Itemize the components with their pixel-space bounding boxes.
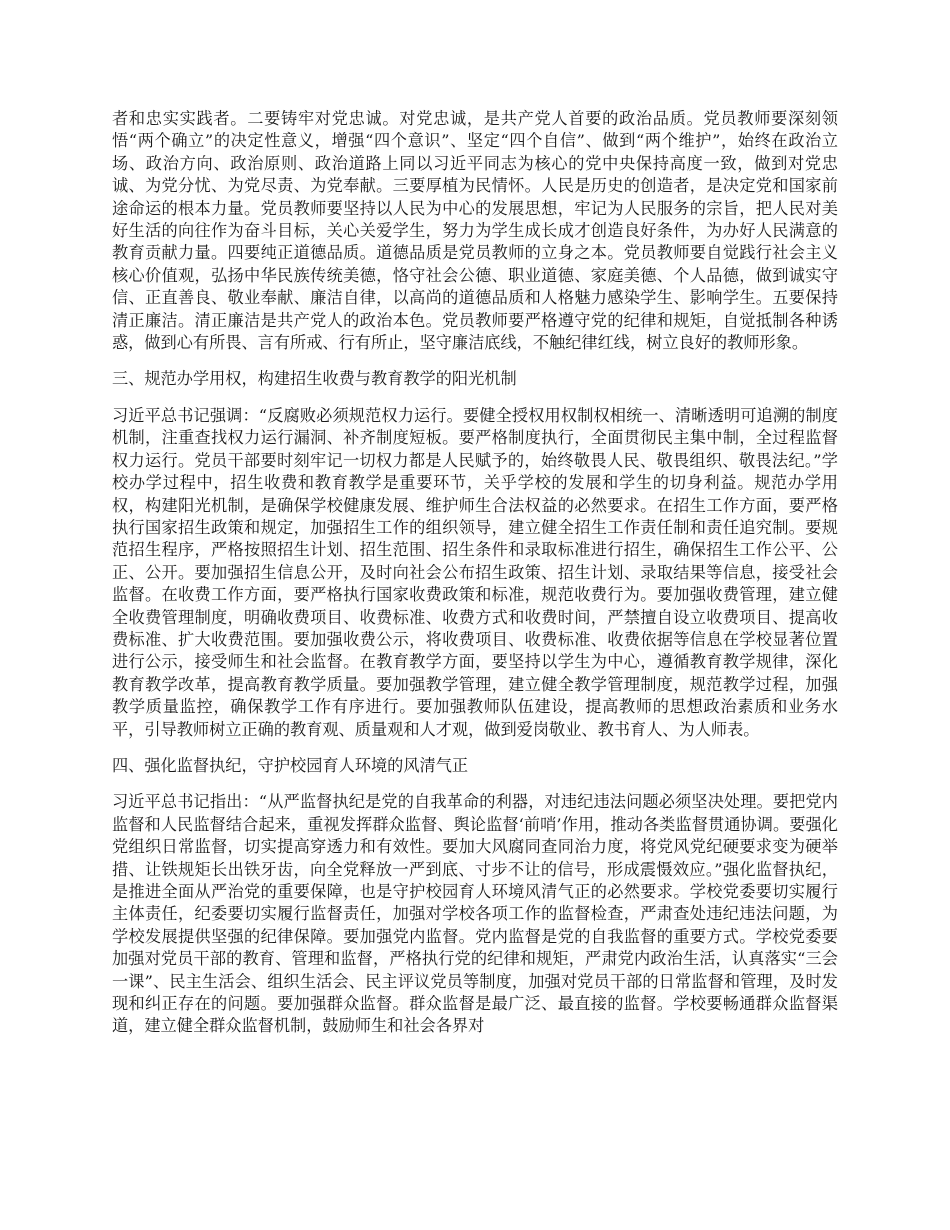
section-heading: 三、规范办学用权，构建招生收费与教育教学的阳光机制: [112, 369, 517, 389]
section-heading: 四、强化监督执纪，守护校园育人环境的风清气正: [112, 755, 469, 775]
body-paragraph: 习近平总书记指出：“从严监督执纪是党的自我革命的利器，对违纪违法问题必须坚决处理。要把党内监督和人民监督结合起来，重视发挥群众监督、舆论监督‘前哨’作用，推动各类监督贯通协调。要强化党组织日常监督，切实提高穿透力和有效性。要加大风腐同查同治力度，将党风党纪硬要求变为硬举措、让铁规矩长出铁牙齿，向全党释放一严到底、寸步不让的信号，形成震慑效应。”强化监督执纪，是推进全面从严治党的重要保障，也是守护校园育人环境风清气正的必然要求。学校党委要切实履行主体责任，纪委要切实履行监督责任，加强对学校各项工作的监督检查，严肃查处违纪违法问题，为学校发展提供坚强的纪律保障。要加强党内监督。党内监督是党的自我监督的重要方式。学校党委要加强对党员干部的教育、管理和监督，严格执行党的纪律和规矩，严肃党内政治生活，认真落实“三会一课”、民主生活会、组织生活会、民主评议党员等制度，加强对党员干部的日常监督和管理，及时发现和纠正存在的问题。要加强群众监督。群众监督是最广泛、最直接的监督。学校要畅通群众监督渠道，建立健全群众监督机制，鼓励师生和社会各界对: [112, 792, 838, 1036]
body-paragraph: 习近平总书记强调：“反腐败必须规范权力运行。要健全授权用权制权相统一、清晰透明可追溯的制度机制，注重查找权力运行漏洞、补齐制度短板。要严格制度执行，全面贯彻民主集中制，全过程监督权力运行。党员干部要时刻牢记一切权力都是人民赋予的，始终敬畏人民、敬畏组织、敬畏法纪。”学校办学过程中，招生收费和教育教学是重要环节，关乎学校的发展和学生的切身利益。规范办学用权，构建阳光机制，是确保学校健康发展、维护师生合法权益的必然要求。在招生工作方面，要严格执行国家招生政策和规定，加强招生工作的组织领导，建立健全招生工作责任制和责任追究制。要规范招生程序，严格按照招生计划、招生范围、招生条件和录取标准进行招生，确保招生工作公平、公正、公开。要加强招生信息公开，及时向社会公布招生政策、招生计划、录取结果等信息，接受社会监督。在收费工作方面，要严格执行国家收费政策和标准，规范收费行为。要加强收费管理，建立健全收费管理制度，明确收费项目、收费标准、收费方式和收费时间，严禁擅自设立收费项目、提高收费标准、扩大收费范围。要加强收费公示，将收费项目、收费标准、收费依据等信息在学校显著位置进行公示，接受师生和社会监督。在教育教学方面，要坚持以学生为中心，遵循教育教学规律，深化教育教学改革，提高教育教学质量。要加强教学管理，建立健全教学管理制度，规范教学过程，加强教学质量监控，确保教学工作有序进行。要加强教师队伍建设，提高教师的思想政治素质和业务水平，引导教师树立正确的教育观、质量观和人才观，做到爱岗敬业、教书育人、为人师表。: [112, 405, 838, 739]
body-paragraph: 者和忠实实践者。二要铸牢对党忠诚。对党忠诚，是共产党人首要的政治品质。党员教师要深刻领悟“两个确立”的决定性意义，增强“四个意识”、坚定“四个自信”、做到“两个维护”，始终在政治立场、政治方向、政治原则、政治道路上同以习近平同志为核心的党中央保持高度一致，做到对党忠诚、为党分忧、为党尽责、为党奉献。三要厚植为民情怀。人民是历史的创造者，是决定党和国家前途命运的根本力量。党员教师要坚持以人民为中心的发展思想，牢记为人民服务的宗旨，把人民对美好生活的向往作为奋斗目标，关心关爱学生，努力为学生成长成才创造良好条件，为办好人民满意的教育贡献力量。四要纯正道德品质。道德品质是党员教师的立身之本。党员教师要自觉践行社会主义核心价值观，弘扬中华民族传统美德，恪守社会公德、职业道德、家庭美德、个人品德，做到诚实守信、正直善良、敬业奉献、廉洁自律，以高尚的道德品质和人格魅力感染学生、影响学生。五要保持清正廉洁。清正廉洁是共产党人的政治本色。党员教师要严格遵守党的纪律和规矩，自觉抵制各种诱惑，做到心有所畏、言有所戒、行有所止，坚守廉洁底线，不触纪律红线，树立良好的教师形象。: [112, 109, 838, 353]
